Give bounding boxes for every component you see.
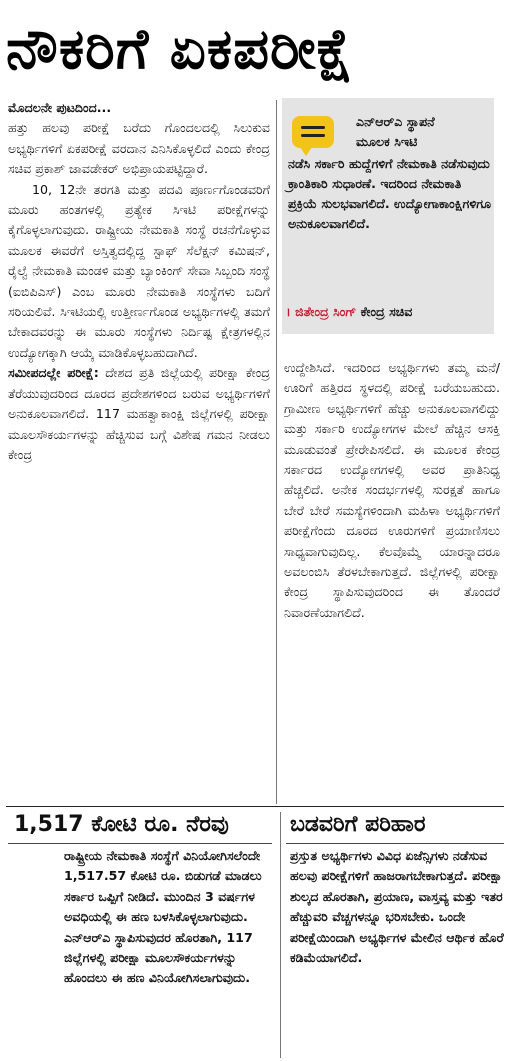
subhead-nearby-exam: ಸಮೀಪದಲ್ಲೇ ಪರೀಕ್ಷೆ: [8,365,99,381]
left-column [8,98,270,804]
relief-heading: ಬಡವರಿಗೆ ಪರಿಹಾರ [290,812,426,837]
right-column: ಉದ್ದೇಶಿಸಿದೆ. ಇದರಿಂದ ಅಭ್ಯರ್ಥಿಗಳು ತಮ್ಮ ಮನೆ/ಊರಿಗೆ ಹತ್ತಿರದ ಸ್ಥಳದಲ್ಲಿ ಪರೀಕ್ಷೆ ಬರೆಯಬಹುದು. ಗ್ರಾಮೀಣ ಅಭ್ಯರ್ಥಿಗಳಿಗೆ ಹೆಚ್ಚು ಅನುಕೂಲವಾಗಲಿದ್ದು ಮತ್ತು ಸರ್ಕಾರಿ ಉದ್ಯೋಗಗಳ ಮೇಲೆ ಹೆಚ್ಚಿನ ಆಸಕ್ತಿ ಮೂಡುವಂತೆ ಪ್ರೇರೇಪಿಸಲಿದೆ. ಈ ಮೂಲಕ ಕೇಂದ್ರ ಸರ್ಕಾರದ ಉದ್ಯೋಗಗಳಲ್ಲಿ ಅವರ ಪ್ರಾತಿನಿಧ್ಯ ಹೆಚ್ಚಲಿದೆ. ಅನೇಕ ಸಂದರ್ಭಗಳಲ್ಲಿ ಸುರಕ್ಷತೆ ಹಾಗೂ ಬೇರೆ ಬೇರೆ ಸಮಸ್ಯೆಗಳಿಂದಾಗಿ ಮಹಿಳಾ ಅಭ್ಯರ್ಥಿಗಳಿಗೆ ಪರೀಕ್ಷೆಗೆಂದು ದೂರದ ಊರುಗಳಿಗೆ ಪ್ರಯಾಣಿಸಲು ಸಾಧ್ಯವಾಗುವುದಿಲ್ಲ. ಕೆಲವೊಮ್ಮೆ ಯಾರನ್ನಾದರೂ ಅವಲಂಬಿಸಿ ತೆರಳಬೇಕಾಗುತ್ತದೆ. ಜಿಲ್ಲೆಗಳಲ್ಲಿ ಪರೀಕ್ಷಾ ಕೇಂದ್ರ ಸ್ಥಾಪಿಸುವುದರಿಂದ ಈ ತೊಂದರೆ ನಿವಾರಣೆಯಾಗಲಿದೆ. [284,360,500,620]
quote-line-1: ಎನ್‌ಆರ್‌ಎ ಸ್ಥಾಪನೆ [356,114,435,129]
paragraph-2: 10, 12ನೇ ತರಗತಿ ಮತ್ತು ಪದವಿ ಪೂರ್ಣಗೊಂಡವರಿಗೆ ಮೂರು ಹಂತಗಳಲ್ಲಿ ಪ್ರತ್ಯೇಕ ಸಿಇಟಿ ಪರೀಕ್ಷೆಗಳನ್ನು ಕೈಗೊಳ್ಳಲಾಗುವುದು. ರಾಷ್ಟ್ರೀಯ ನೇಮಕಾತಿ ಸಂಸ್ಥೆ ರಚನೆಗೊಳ್ಳುವ ಮೂಲಕ ಈವರೆಗೆ ಅಸ್ತಿತ್ವದಲ್ಲಿದ್ದ ಸ್ಟಾಫ್ ಸೆಲೆಕ್ಷನ್ ಕಮಿಷನ್, ರೈಲ್ವೆ ನೇಮಕಾತಿ ಮಂಡಳಿ ಮತ್ತು ಬ್ಯಾಂಕಿಂಗ್ ಸೇವಾ ಸಿಬ್ಬಂದಿ ಸಂಸ್ಥೆ (ಐಬಿಪಿಎಸ್) ಎಂಬ ಮೂರು ನೇಮಕಾತಿ ಸಂಸ್ಥೆಗಳು ಬದಿಗೆ ಸರಿಯಲಿವೆ. ಸಿಇಟಿಯಲ್ಲಿ ಉತ್ತೀರ್ಣಗೊಂಡ ಅಭ್ಯರ್ಥಿಗಳಲ್ಲಿ ತಮಗೆ ಬೇಕಾದವರನ್ನು ಈ ಮೂರು ಸಂಸ್ಥೆಗಳು ನಿರ್ದಿಷ್ಟ ಕ್ಷೇತ್ರಗಳಲ್ಲಿನ ಉದ್ಯೋಗಕ್ಕಾಗಿ ಆಯ್ಕೆ ಮಾಡಿಕೊಳ್ಳಬಹುದಾಗಿದೆ. [8,181,270,360]
speech-bubble-icon [292,116,334,148]
column-divider [276,100,277,804]
quote-line-2: ಮೂಲಕ ಸಿಇಟಿ [356,134,418,149]
funding-body: ರಾಷ್ಟ್ರೀಯ ನೇಮಕಾತಿ ಸಂಸ್ಥೆಗೆ ವಿನಿಯೋಗಿಸಲೆಂದೇ 1,517.57 ಕೋಟಿ ರೂ. ಬಿಡುಗಡೆ ಮಾಡಲು ಸರ್ಕಾರ ಒಪ್ಪಿಗೆ ನೀಡಿದೆ. ಮುಂದಿನ 3 ವರ್ಷಗಳ ಅವಧಿಯಲ್ಲಿ ಈ ಹಣ ಬಳಸಿಕೊಳ್ಳಲಾಗುವುದು. ಎನ್‌ಆರ್‌ಎ ಸ್ಥಾಪಿಸುವುದರ ಹೊರತಾಗಿ, 117 ಜಿಲ್ಲೆಗಳಲ್ಲಿ ಪರೀಕ್ಷಾ ಮೂಲಸೌಕರ್ಯಗಳನ್ನು ಹೊಂದಲು ಈ ಹಣ ವಿನಿಯೋಗಿಸಲಾಗುವುದು. [64,848,262,986]
relief-body: ಪ್ರಸ್ತುತ ಅಭ್ಯರ್ಥಿಗಳು ವಿವಿಧ ಏಜೆನ್ಸಿಗಳು ನಡೆಸುವ ಹಲವು ಪರೀಕ್ಷೆಗಳಿಗೆ ಹಾಜರಾಗಬೇಕಾಗುತ್ತದೆ. ಪರೀಕ್ಷಾ ಶುಲ್ಕದ ಹೊರತಾಗಿ, ಪ್ರಯಾಣ, ವಾಸ್ತವ್ಯ ಮತ್ತು ಇತರ ಹೆಚ್ಚುವರಿ ವೆಚ್ಚಗಳನ್ನೂ ಭರಿಸಬೇಕು. ಒಂದೇ ಪರೀಕ್ಷೆಯಿಂದಾಗಿ ಅಭ್ಯರ್ಥಿಗಳ ಮೇಲಿನ ಆರ್ಥಿಕ ಹೊರೆ ಕಡಿಮೆಯಾಗಲಿದೆ. [290,848,504,966]
section-divider [6,806,504,807]
quote-role: ಕೇಂದ್ರ ಸಚಿವ [356,304,413,319]
quote-lead [356,112,492,152]
continuation-kicker: ಮೊದಲನೇ ಪುಟದಿಂದ... [8,100,112,115]
bottom-divider [280,812,281,1058]
relief-heading-rule [286,843,504,844]
funding-heading: 1,517 ಕೋಟಿ ರೂ. ನೆರವು [14,812,229,837]
quote-author: । ಜಿತೇಂದ್ರ ಸಿಂಗ್ [286,304,357,319]
paragraph-3 [8,363,270,465]
quote-body: ನಡೆಸಿ ಸರ್ಕಾರಿ ಹುದ್ದೆಗಳಿಗೆ ನೇಮಕಾತಿ ನಡೆಸುವುದು ಕ್ರಾಂತಿಕಾರಿ ಸುಧಾರಣೆ. ಇದರಿಂದ ನೇಮಕಾತಿ ಪ್ರಕ್ರಿಯೆ ಸುಲಭವಾಗಲಿದೆ. ಉದ್ಯೋಗಾಕಾಂಕ್ಷಿಗಳಿಗೂ ಅನುಕೂಲವಾಗಲಿದೆ. [288,156,492,231]
paragraph-1: ಹತ್ತು ಹಲವು ಪರೀಕ್ಷೆ ಬರೆದು ಗೊಂದಲದಲ್ಲಿ ಸಿಲುಕುವ ಅಭ್ಯರ್ಥಿಗಳಿಗೆ ಏಕಪರೀಕ್ಷೆ ವರದಾನ ಎನಿಸಿಕೊಳ್ಳಲಿದೆ ಎಂದು ಕೇಂದ್ರ ಸಚಿವ ಪ್ರಕಾಶ್ ಜಾವಡೇಕರ್ ಅಭಿಪ್ರಾಯಪಟ್ಟಿದ್ದಾರೆ. [8,120,270,177]
funding-heading-rule [8,843,272,844]
headline: ನೌಕರಿಗೆ ಏಕಪರೀಕ್ಷೆ [6,17,354,82]
paragraph-3-text: ದೇಶದ ಪ್ರತಿ ಜಿಲ್ಲೆಯಲ್ಲಿ ಪರೀಕ್ಷಾ ಕೇಂದ್ರ ತೆರೆಯುವುದರಿಂದ ದೂರದ ಪ್ರದೇಶಗಳಿಂದ ಬರುವ ಅಭ್ಯರ್ಥಿಗಳಿಗೆ ಅನುಕೂಲವಾಗಲಿದೆ. 117 ಮಹತ್ವಾಕಾಂಕ್ಷಿ ಜಿಲ್ಲೆಗಳಲ್ಲಿ ಪರೀಕ್ಷಾ ಮೂಲಸೌಕರ್ಯಗಳನ್ನು ಹೆಚ್ಚಿಸುವ ಬಗ್ಗೆ ವಿಶೇಷ ಗಮನ ನೀಡಲು ಕೇಂದ್ರ [8,365,270,462]
quote-attribution [286,304,412,320]
